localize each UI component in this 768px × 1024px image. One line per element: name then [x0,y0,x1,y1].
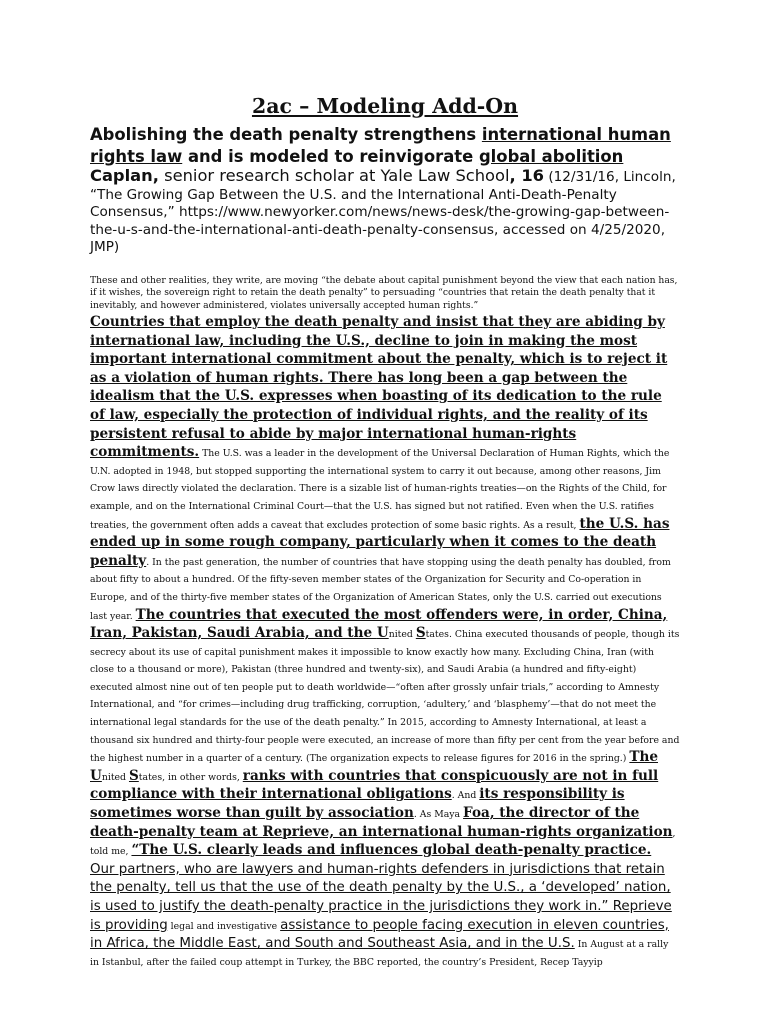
cite-comma: , [509,166,516,185]
underline-reprieve: Reprieve is providing [90,899,672,933]
cite-author: Caplan, [90,166,159,185]
highlight-most-offenders: The countries that executed the most offenders were, in order, China, Iran, Pakistan, Saudi Arabia, and the [90,606,668,642]
cite-details: (12/31/16, Lincoln, “The Growing Gap Between the U.S. and the International Anti-Death-Penalty Consensus,” https://www.newyorker.com/news/news-desk/the-growing-gap-between-the-u-s-and-the-international-anti-death-penalty-consensus, accessed on 4/25/2020, JMP) [90,169,676,255]
text-tates-1: tates [425,629,449,641]
text-told-me: , told me, [90,827,676,858]
highlight-rough-company: the U.S. has ended up in some rough company, particularly when it comes to the death penalty [90,515,670,569]
cite-year: 16 [515,166,545,185]
underline-assistance: assistance to people facing execution in eleven countries, in Africa, the Middle East, and South and Southeast Asia, and in the U.S. [90,917,669,952]
highlight-responsibility: its responsibility is sometimes worse than guilt by association [90,786,625,822]
tag-text-3: and is modeled to reinvigorate [182,146,479,166]
text-china-executed: . China executed thousands of people, though its secrecy about its use of capital punishment makes it impossible to know exactly how many. Excluding China, Iran (with close to a thousand or more), Pakistan (three hundred and twenty-six), and Saudi Arabia (a hundred and fifty-eight) executed almost nine out of ten people put to death worldwide—“often after grossly unfair trials,” according to Amnesty International, and “for crimes—including drug trafficking, corruption, ‘adultery,’ and ‘blasphemy’—that do not meet the international legal standards for the use of the death penalty.” In 2015, according to Amnesty International, at least a thousand six hundred and thirty-four people were executed, an increase of more than fifty per cent from the year before and the highest number in a quarter of a century. (The organization expects to release figures for 2016 in the spring.) [90,629,680,765]
text-legal-investigative: legal and investigative [167,920,281,932]
text-nited-1: nited [388,629,416,641]
tag-text-2: international human rights law [90,125,671,166]
letter-u-2: U [90,767,102,784]
letter-s-2: S [128,767,139,784]
letter-u-1: U [376,625,389,642]
highlight-countries-employ: Countries that employ the death penalty and insist that they are abiding by international law, including the U.S., decline to join in making the most important international commitment about the penalty, which is to reject it as a violation of human rights. There has long been a gap between the idealism that the U.S. expresses when boasting of its dedication to the rule of law, especially the protection of individual rights, and the reality of its persistent refusal to abide by major international human-rights commitments. [90,314,668,461]
text-us-leader: The U.S. was a leader in the development of the Universal Declaration of Human Rights, which the U.N. adopted in 1948, but stopped supporting the international system to carry it out because, among other reasons, Jim Crow laws directly violated the declaration. There is a sizable list of human-rights treaties—on the Rights of the Child, for example, and on the International Criminal Court—that the U.S. has signed but not ratified. Even when the U.S. ratifies treaties, the government often adds a caveat that excludes protection of some basic rights. As a result, [90,448,670,531]
tag-text-1: Abolishing the death penalty strengthens [90,125,482,144]
text-in-other-words: , in other words, [162,771,243,783]
card-tag [90,124,680,167]
document-content [90,94,680,971]
tag-text-4: global abolition [478,146,624,166]
letter-s-1: S [415,625,426,642]
text-and: . And [451,790,480,802]
card-citation [90,167,680,257]
highlight-us-leads: “The U.S. clearly leads and influences global death-penalty practice. [131,842,652,859]
highlight-ranks-with: ranks with countries that conspicuously are not in full compliance with their international obligations [90,767,659,803]
text-in-august: In August at a rally in Istanbul, after the failed coup attempt in Turkey, the BBC reported, the country’s President, Recep Tayyip [90,939,669,968]
page-title: 2ac – Modeling Add-On [251,94,519,118]
highlight-foa: Foa, the director of the death-penalty team at Reprieve, an international human-rights organization [90,805,673,840]
paragraph-intro: These and other realities, they write, are moving “the debate about capital punishment beyond the view that each nation has, if it wishes, the sovereign right to retain the death penalty” to persuading “countries that retain the death penalty that it inevitably, and however administered, violates universally accepted human rights.” [90,274,678,311]
text-tates-2: tates [138,771,163,783]
highlight-the: The [629,749,658,766]
underline-our-partners: Our partners, who are lawyers and human-rights defenders in jurisdictions that retain the penalty, tell us that the use of the death penalty by the U.S., a ‘developed’ nation, is used to justify the death-penalty practice in the jurisdictions they work in.” [90,861,671,914]
cite-affiliation: senior research scholar at Yale Law School [158,166,510,185]
text-past-generation: . In the past generation, the number of countries that have stopping using the death penalty has doubled, from about fifty to about a hundred. Of the fifty-seven member states of the Organization for Security and Co-operation in Europe, and of the thirty-five member states of the Organization of American States, only the U.S. carried out executions last year. [90,556,671,622]
paragraph-evidence [90,314,680,971]
text-as-maya: . As Maya [413,809,464,821]
text-nited-2: nited [101,771,129,783]
